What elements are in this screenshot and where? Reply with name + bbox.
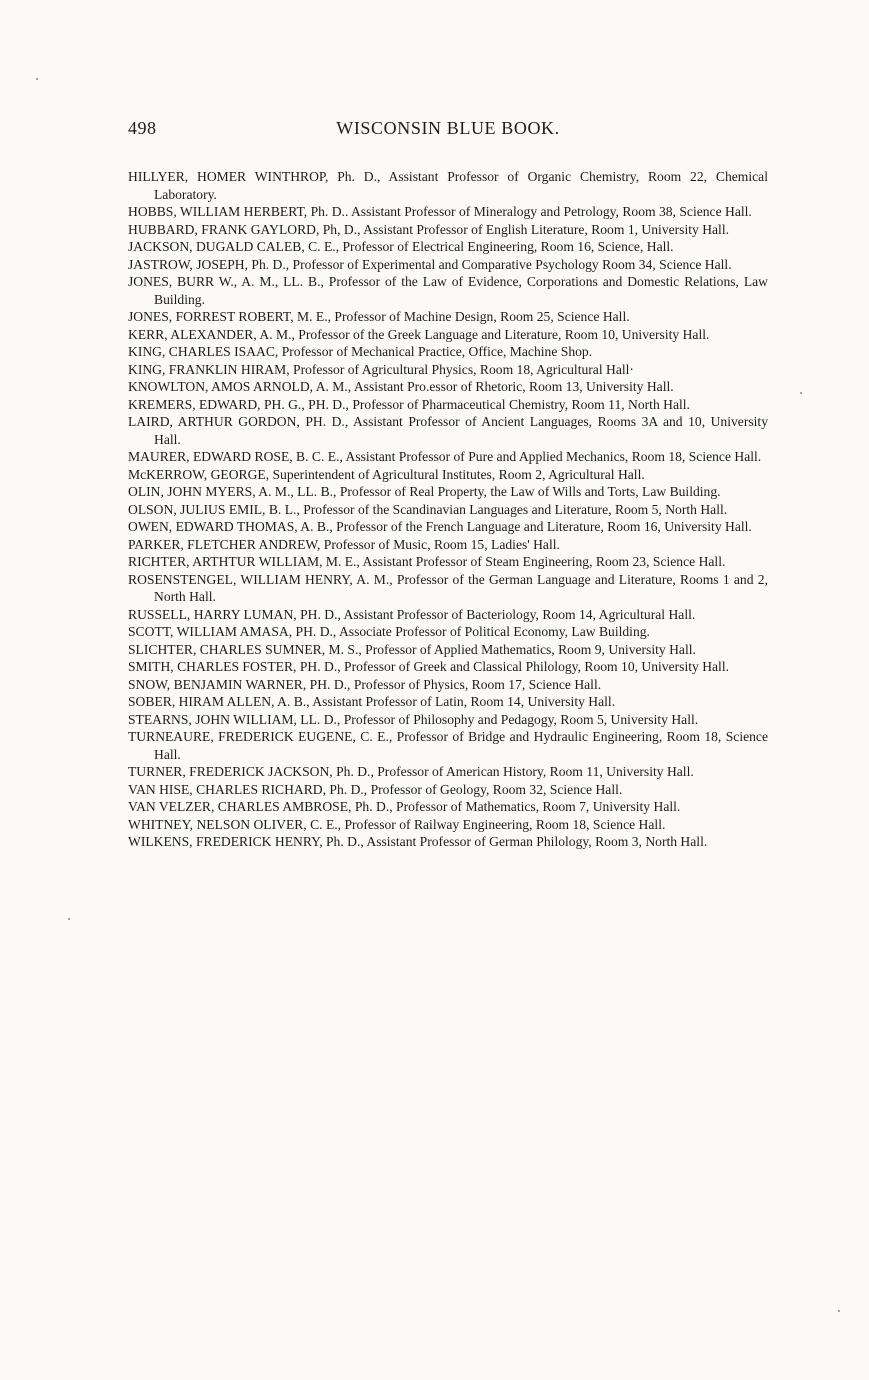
directory-entry: ROSENSTENGEL, WILLIAM HENRY, A. M., Professor of the German Language and Literature, Rooms 1 and 2, North Hall.: [128, 571, 768, 604]
directory-entry: SLICHTER, CHARLES SUMNER, M. S., Professor of Applied Mathematics, Room 9, University Hall.: [128, 641, 696, 657]
paper-speck: [36, 78, 38, 80]
directory-entry: OWEN, EDWARD THOMAS, A. B., Professor of the French Language and Literature, Room 16, University Hall.: [128, 519, 752, 534]
directory-entry: KREMERS, EDWARD, PH. G., PH. D., Professor of Pharmaceutical Chemistry, Room 11, North Hall.: [128, 396, 690, 412]
directory-entry: McKERROW, GEORGE, Superintendent of Agricultural Institutes, Room 2, Agricultural Hall.: [128, 466, 645, 482]
directory-entry: HUBBARD, FRANK GAYLORD, Ph, D., Assistant Professor of English Literature, Room 1, University Hall.: [128, 221, 730, 237]
directory-entry: KING, CHARLES ISAAC, Professor of Mechanical Practice, Office, Machine Shop.: [128, 344, 593, 359]
directory-entry: JACKSON, DUGALD CALEB, C. E., Professor of Electrical Engineering, Room 16, Science, Hall.: [128, 239, 674, 254]
directory-entry: SNOW, BENJAMIN WARNER, PH. D., Professor of Physics, Room 17, Science Hall.: [128, 676, 602, 692]
directory-entry: HOBBS, WILLIAM HERBERT, Ph. D.. Assistant Professor of Mineralogy and Petrology, Room 38, Science Hall.: [128, 204, 752, 219]
directory-entry: WILKENS, FREDERICK HENRY, Ph. D., Assistant Professor of German Philology, Room 3, North Hall.: [128, 834, 708, 849]
directory-entry: STEARNS, JOHN WILLIAM, LL. D., Professor of Philosophy and Pedagogy, Room 5, University Hall.: [128, 711, 699, 727]
directory-entry: WHITNEY, NELSON OLIVER, C. E., Professor of Railway Engineering, Room 18, Science Hall.: [128, 816, 666, 832]
directory-entry: KING, FRANKLIN HIRAM, Professor of Agricultural Physics, Room 18, Agricultural Hall·: [128, 361, 634, 377]
directory-entry: KNOWLTON, AMOS ARNOLD, A. M., Assistant Pro.essor of Rhetoric, Room 13, University Hall.: [128, 379, 674, 394]
directory-entry: OLIN, JOHN MYERS, A. M., LL. B., Professor of Real Property, the Law of Wills and Torts, Law Building.: [128, 484, 721, 499]
directory-entry: PARKER, FLETCHER ANDREW, Professor of Music, Room 15, Ladies' Hall.: [128, 536, 560, 552]
directory-entry: HILLYER, HOMER WINTHROP, Ph. D., Assistant Professor of Organic Chemistry, Room 22, Chemical Laboratory.: [128, 169, 768, 202]
running-title: WISCONSIN BLUE BOOK.: [336, 118, 560, 138]
directory-entry: SCOTT, WILLIAM AMASA, PH. D., Associate Professor of Political Economy, Law Building.: [128, 624, 650, 639]
paper-speck: [800, 392, 802, 394]
directory-entry: VAN VELZER, CHARLES AMBROSE, Ph. D., Professor of Mathematics, Room 7, University Hall.: [128, 799, 681, 814]
page-header: [128, 118, 768, 144]
directory-entry: JASTROW, JOSEPH, Ph. D., Professor of Experimental and Comparative Psychology Room 34, Science Hall.: [128, 256, 732, 272]
directory-entry: OLSON, JULIUS EMIL, B. L., Professor of the Scandinavian Languages and Literature, Room 5, North Hall.: [128, 501, 728, 517]
directory-entry: TURNEAURE, FREDERICK EUGENE, C. E., Professor of Bridge and Hydraulic Engineering, Room 18, Science Hall.: [128, 729, 768, 762]
directory-entry: RICHTER, ARTHTUR WILLIAM, M. E., Assistant Professor of Steam Engineering, Room 23, Science Hall.: [128, 554, 726, 569]
page-number: 498: [128, 118, 157, 138]
directory-entry: SMITH, CHARLES FOSTER, PH. D., Professor of Greek and Classical Philology, Room 10, University Hall.: [128, 659, 729, 674]
paper-speck: [68, 918, 70, 920]
directory-entry: SOBER, HIRAM ALLEN, A. B., Assistant Professor of Latin, Room 14, University Hall.: [128, 694, 616, 709]
directory-entry: TURNER, FREDERICK JACKSON, Ph. D., Professor of American History, Room 11, University Hall.: [128, 764, 694, 779]
directory-entry: LAIRD, ARTHUR GORDON, PH. D., Assistant Professor of Ancient Languages, Rooms 3A and 10, University Hall.: [128, 414, 768, 447]
paper-speck: [838, 1310, 840, 1312]
faculty-directory-list: [128, 168, 768, 851]
directory-entry: JONES, FORREST ROBERT, M. E., Professor of Machine Design, Room 25, Science Hall.: [128, 309, 630, 324]
directory-entry: JONES, BURR W., A. M., LL. B., Professor of the Law of Evidence, Corporations and Domestic Relations, Law Building.: [128, 274, 768, 307]
directory-entry: MAURER, EDWARD ROSE, B. C. E., Assistant Professor of Pure and Applied Mechanics, Room 18, Science Hall.: [128, 449, 762, 464]
directory-entry: RUSSELL, HARRY LUMAN, PH. D., Assistant Professor of Bacteriology, Room 14, Agricultural Hall.: [128, 606, 696, 622]
directory-entry: KERR, ALEXANDER, A. M., Professor of the Greek Language and Literature, Room 10, University Hall.: [128, 326, 710, 342]
directory-entry: VAN HISE, CHARLES RICHARD, Ph. D., Professor of Geology, Room 32, Science Hall.: [128, 781, 623, 797]
